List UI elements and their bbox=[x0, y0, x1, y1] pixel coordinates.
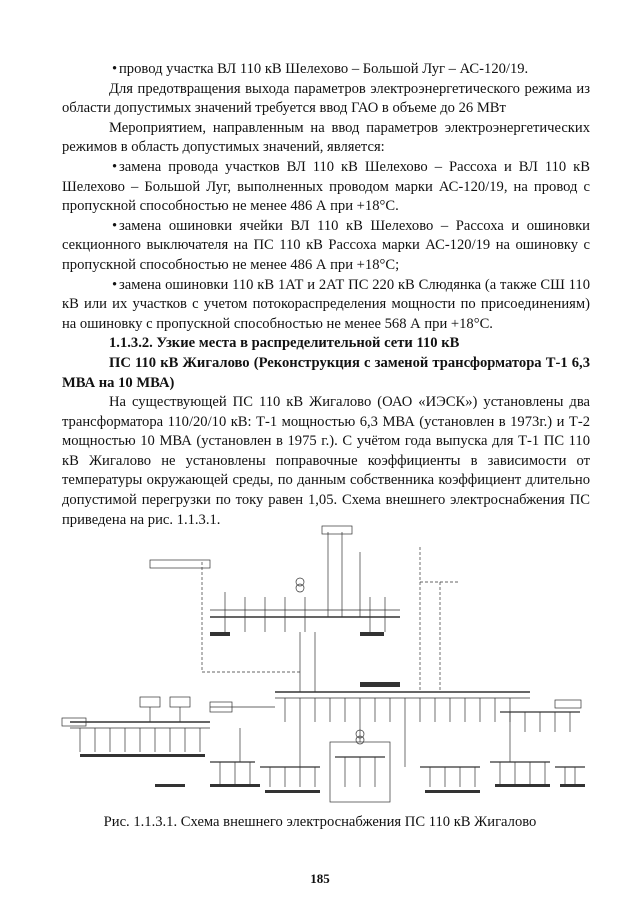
paragraph-gao: Для предотвращения выхода параметров электроэнергетического режима из области допустимых значений требуется ввод ГАО в объеме до 26 МВт bbox=[62, 80, 590, 117]
bullet-text: замена провода участков ВЛ 110 кВ Шелехово – Рассоха и ВЛ 110 кВ Шелехово – Большой Луг, выполненных проводом марки АС-120/19, на провод с пропускной способностью не менее 486 А при +18°С. bbox=[62, 158, 590, 215]
bullet-marker: • bbox=[112, 217, 118, 234]
bullet-marker: • bbox=[112, 276, 118, 293]
paragraph-zhigalovo: На существующей ПС 110 кВ Жигалово (ОАО «ИЭСК») установлены два трансформатора 110/20/10 кВ: Т-1 мощностью 6,3 МВА (установлен в 1973г.) и Т-2 мощностью 10 МВА (установлен в 1975 г.). С учётом года выпуска для Т-1 ПС 110 кВ Жигалово не установлены поправочные коэффициенты в зависимости от температуры окружающей среды, по данным собственника коэффициент длительно допустимой перегрузки по току равен 1,05. Схема внешнего электроснабжения ПС приведена на рис. 1.1.3.1. bbox=[62, 394, 590, 528]
subsection-heading: ПС 110 кВ Жигалово (Реконструкция с заменой трансформатора Т-1 6,3 МВА на 10 МВА) bbox=[62, 354, 590, 391]
bullet-item-3 bbox=[62, 217, 590, 276]
bullet-item-2 bbox=[62, 158, 590, 217]
power-supply-diagram bbox=[60, 522, 590, 807]
page-number: 185 bbox=[310, 871, 330, 886]
bullet-item-1 bbox=[62, 60, 590, 80]
figure-caption: Рис. 1.1.3.1. Схема внешнего электроснабжения ПС 110 кВ Жигалово bbox=[103, 814, 537, 830]
bullet-text: замена ошиновки 110 кВ 1АТ и 2АТ ПС 220 кВ Слюдянка (а также СШ 110 кВ или их участков с учетом потокораспределения мощности по присоединениям) на ошиновку с пропускной способностью не менее 568 А при +18°С. bbox=[62, 276, 590, 332]
bullet-text: провод участка ВЛ 110 кВ Шелехово – Большой Луг – АС-120/19. bbox=[119, 61, 529, 77]
bullet-text: замена ошиновки ячейки ВЛ 110 кВ Шелехово – Рассоха и ошиновки секционного выключателя на ПС 110 кВ Рассоха марки АС-120/19 на ошиновку с пропускной способностью не менее 486 А при +18°С; bbox=[62, 217, 590, 273]
bullet-item-4 bbox=[62, 276, 590, 335]
section-heading: 1.1.3.2. Узкие места в распределительной сети 110 кВ bbox=[109, 335, 460, 352]
paragraph-measure: Мероприятием, направленным на ввод параметров электроэнергетических режимов в область допустимых значений, является: bbox=[62, 119, 590, 156]
body-text bbox=[62, 60, 590, 530]
bullet-marker: • bbox=[112, 61, 118, 77]
bullet-marker: • bbox=[112, 158, 118, 175]
